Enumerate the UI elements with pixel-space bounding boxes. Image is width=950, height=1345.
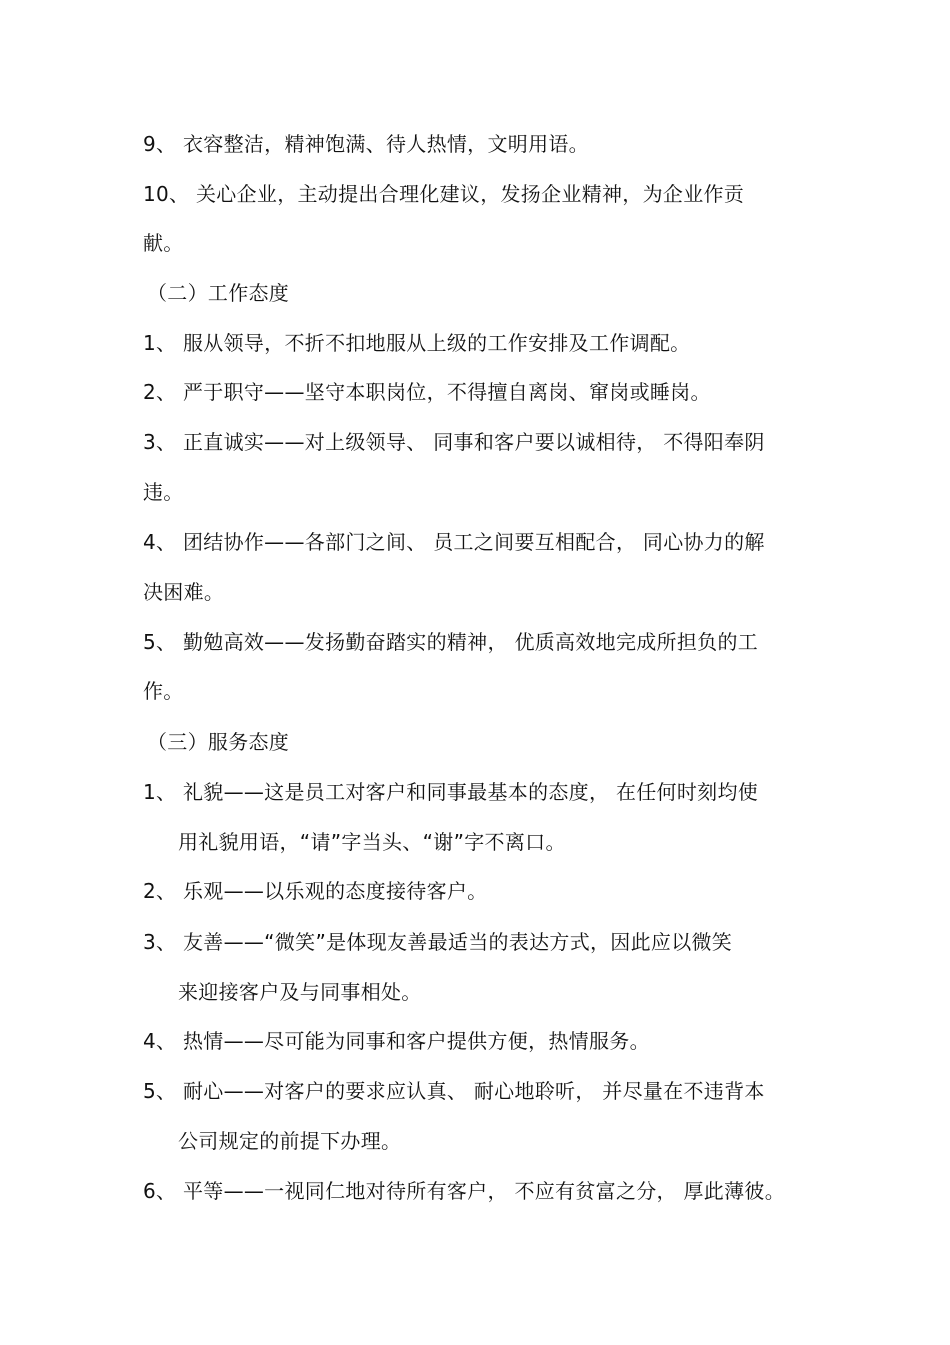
text-line: 4、 热情——尽可能为同事和客户提供方便，热情服务。	[143, 1029, 650, 1053]
section-heading: （二）工作态度	[147, 281, 290, 305]
text-line: 作。	[143, 679, 184, 703]
text-line: 1、 服从领导，不折不扣地服从上级的工作安排及工作调配。	[143, 331, 691, 355]
text-line: 公司规定的前提下办理。	[178, 1129, 402, 1153]
text-line: 来迎接客户及与同事相处。	[178, 980, 422, 1004]
text-line: 2、 严于职守——坚守本职岗位，不得擅自离岗、窜岗或睡岗。	[143, 380, 711, 404]
text-line: 5、 耐心——对客户的要求应认真、 耐心地聆听， 并尽量在不违背本	[143, 1079, 765, 1103]
text-line: 献。	[143, 231, 184, 255]
text-line: 2、 乐观——以乐观的态度接待客户。	[143, 879, 488, 903]
text-line: 1、 礼貌——这是员工对客户和同事最基本的态度， 在任何时刻均使	[143, 780, 759, 804]
text-line: 违。	[143, 480, 184, 504]
text-line: 3、 正直诚实——对上级领导、 同事和客户要以诚相待， 不得阳奉阴	[143, 430, 765, 454]
text-line: 用礼貌用语，“请”字当头、“谢”字不离口。	[178, 830, 566, 854]
text-line: 4、 团结协作——各部门之间、 员工之间要互相配合， 同心协力的解	[143, 530, 765, 554]
text-line: 6、 平等——一视同仁地对待所有客户， 不应有贫富之分， 厚此薄彼。	[143, 1179, 785, 1203]
section-heading: （三）服务态度	[147, 730, 290, 754]
text-line: 10、 关心企业，主动提出合理化建议，发扬企业精神，为企业作贡	[143, 182, 745, 206]
text-line: 5、 勤勉高效——发扬勤奋踏实的精神， 优质高效地完成所担负的工	[143, 630, 759, 654]
text-line: 9、 衣容整洁，精神饱满、待人热情，文明用语。	[143, 132, 589, 156]
text-line: 决困难。	[143, 580, 225, 604]
text-line: 3、 友善——“微笑”是体现友善最适当的表达方式，因此应以微笑	[143, 930, 733, 954]
